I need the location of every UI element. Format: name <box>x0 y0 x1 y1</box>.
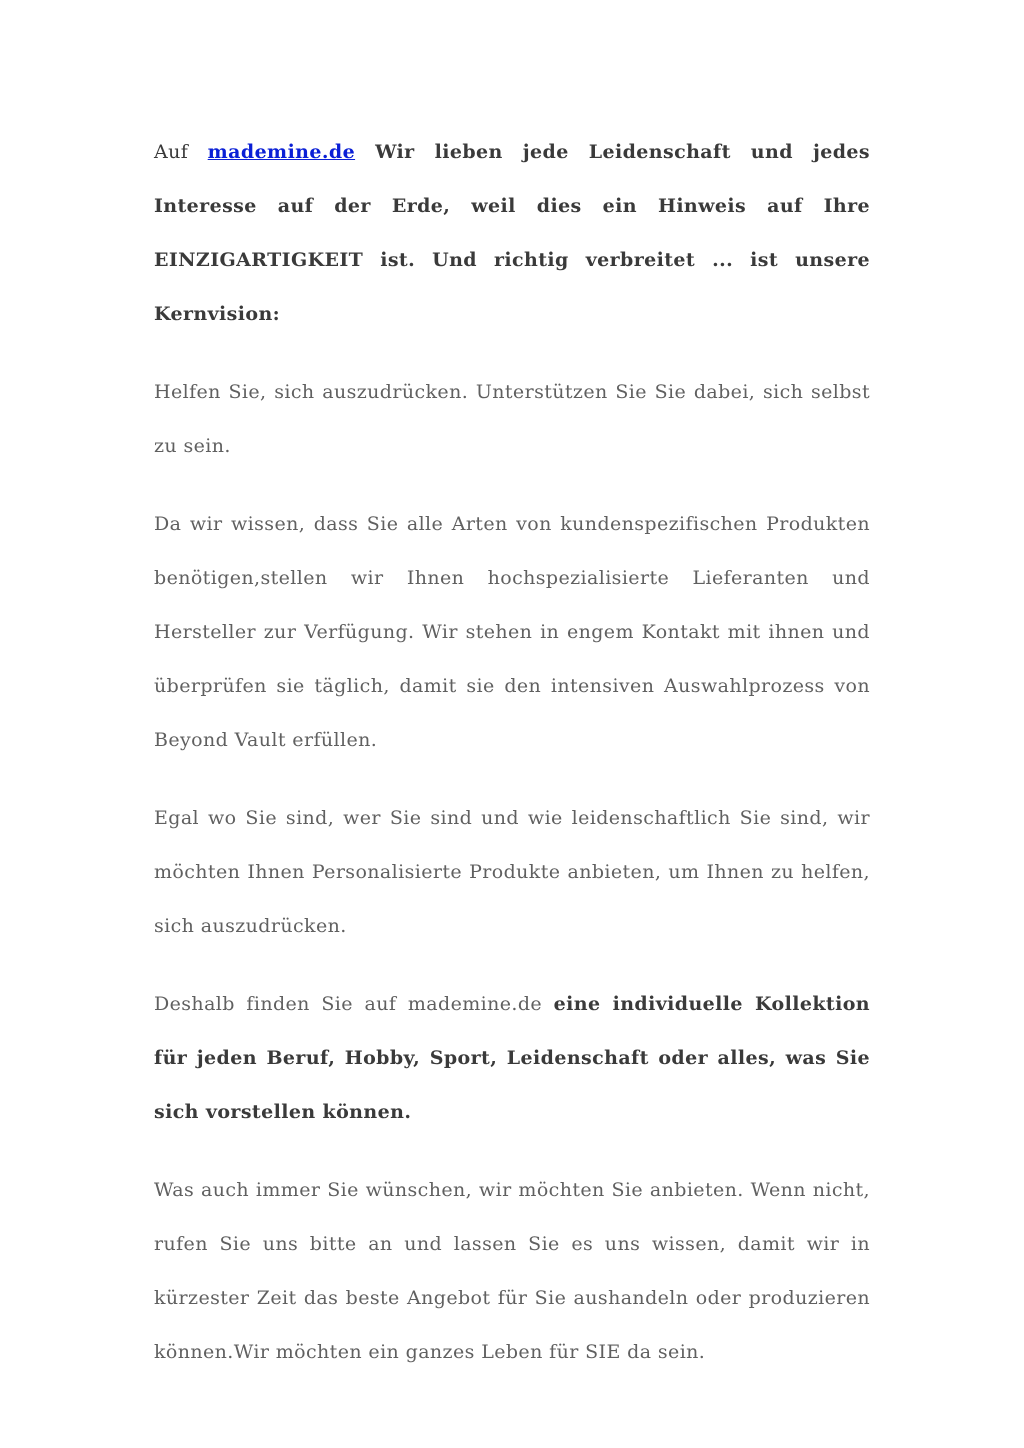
paragraph-personalized: Egal wo Sie sind, wer Sie sind und wie leidenschaftlich Sie sind, wir möchten Ihnen Personalisierte Produkte anbieten, um Ihnen zu helfen, sich auszudrücken. <box>154 807 870 937</box>
intro-prefix: Auf <box>154 141 208 163</box>
collection-prefix: Deshalb finden Sie auf mademine.de <box>154 993 554 1015</box>
document-page <box>154 125 870 1403</box>
paragraph-express: Helfen Sie, sich auszudrücken. Unterstützen Sie Sie dabei, sich selbst zu sein. <box>154 381 870 457</box>
mademine-link[interactable]: mademine.de <box>207 141 356 163</box>
paragraph-closing: Was auch immer Sie wünschen, wir möchten Sie anbieten. Wenn nicht, rufen Sie uns bitte an und lassen Sie es uns wissen, damit wir in kürzester Zeit das beste Angebot für Sie aushandeln oder produzieren können.Wir möchten ein ganzes Leben für SIE da sein. <box>154 1179 870 1363</box>
intro-text: Wir lieben jede Leidenschaft und jedes Interesse auf der Erde, weil dies ein Hinweis auf Ihre EINZIGARTIGKEIT ist. Und richtig verbreitet ... ist unsere Kernvision: <box>154 141 870 325</box>
paragraph-suppliers: Da wir wissen, dass Sie alle Arten von kundenspezifischen Produkten benötigen,stellen wir Ihnen hochspezialisierte Lieferanten und Hersteller zur Verfügung. Wir stehen in engem Kontakt mit ihnen und überprüfen sie täglich, damit sie den intensiven Auswahlprozess von Beyond Vault erfüllen. <box>154 513 870 751</box>
collection-bold-text: eine individuelle Kollektion für jeden Beruf, Hobby, Sport, Leidenschaft oder alles, was Sie sich vorstellen können. <box>154 993 870 1123</box>
intro-paragraph <box>154 125 870 341</box>
paragraph-collection <box>154 977 870 1139</box>
